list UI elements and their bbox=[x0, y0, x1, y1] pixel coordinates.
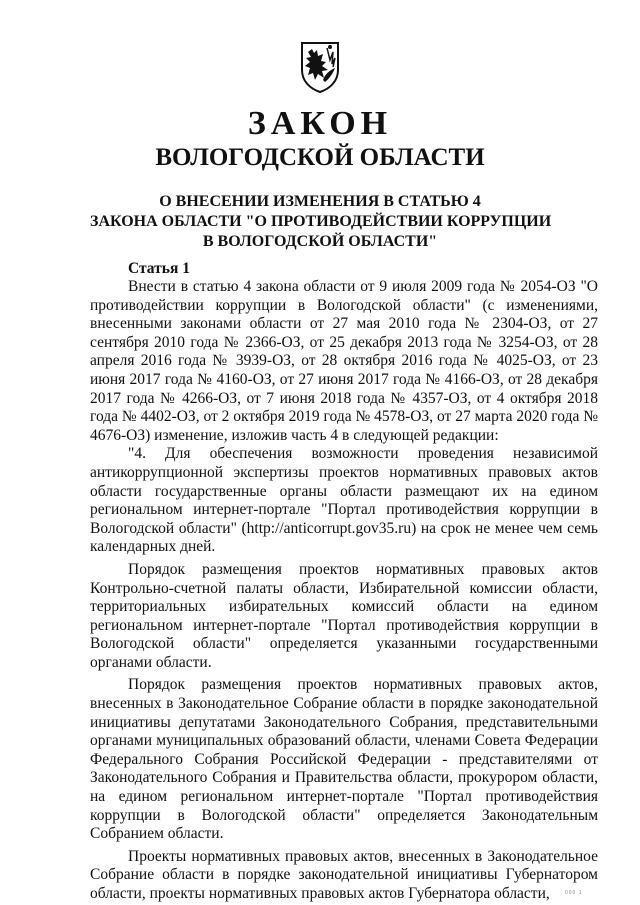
vologda-coat-of-arms-icon bbox=[299, 40, 341, 94]
article-paragraph: Порядок размещения проектов нормативных правовых актов, внесенных в Законодательное Собрание области в порядке законодательной инициативы депутатами Законодательного Собрания, представительными органами муниципальных образований области, членами Совета Федерации Федерального Собрания Российской Федерации - представителями от Законодательного Собрания и Правительства области, прокурором области, на едином региональном интернет-портале "Портал противодействия коррупции в Вологодской области" определяется Законодательным Собранием области. bbox=[90, 676, 598, 843]
article-paragraph: Проекты нормативных правовых актов, внесенных в Законодательное Собрание области в порядке законодательной инициативы Губернатором области, проекты нормативных правовых актов Губернатора области, bbox=[90, 847, 598, 902]
law-heading bbox=[90, 192, 550, 252]
article-body bbox=[90, 278, 598, 904]
article-paragraph: Внести в статью 4 закона области от 9 июля 2009 года № 2054-ОЗ "О противодействии коррупции в Вологодской области" (с изменениями, внесенными законами области от 27 мая 2010 года № 2304-ОЗ, от 27 сентября 2010 года № 2366-ОЗ, от 25 декабря 2013 года № 3254-ОЗ, от 28 апреля 2016 года № 3939-ОЗ, от 28 октября 2016 года № 4025-ОЗ, от 23 июня 2017 года № 4160-ОЗ, от 27 июня 2017 года № 4166-ОЗ, от 28 декабря 2017 года № 4266-ОЗ, от 7 июня 2018 года № 4357-ОЗ, от 4 октября 2018 года № 4402-ОЗ, от 2 октября 2019 года № 4578-ОЗ, от 27 марта 2020 года № 4676-ОЗ) изменение, изложив часть 4 в следующей редакции: bbox=[90, 278, 599, 444]
article-paragraph: "4. Для обеспечения возможности проведения независимой антикоррупционной экспертизы проектов нормативных правовых актов области государственные органы области размещают их на едином региональном интернет-портале "Портал противодействия коррупции в Вологодской области" (http://anticorrupt.gov35.ru) на срок не менее чем семь календарных дней. bbox=[90, 445, 598, 556]
law-heading-line: В ВОЛОГОДСКОЙ ОБЛАСТИ" bbox=[202, 233, 438, 250]
article-label: Статья 1 bbox=[128, 260, 190, 277]
law-title: ЗАКОН bbox=[247, 105, 393, 142]
law-heading-line: ЗАКОНА ОБЛАСТИ "О ПРОТИВОДЕЙСТВИИ КОРРУПЦИИ bbox=[90, 213, 552, 230]
page-footer-mark: 000 1 bbox=[565, 890, 583, 896]
law-heading-line: О ВНЕСЕНИИ ИЗМЕНЕНИЯ В СТАТЬЮ 4 bbox=[159, 193, 481, 210]
article-paragraph: Порядок размещения проектов нормативных правовых актов Контрольно-счетной палаты области, Избирательной комиссии области, территориальных избирательных комиссий области на едином региональном интернет-портале "Портал противодействия коррупции в Вологодской области" определяется указанными государственными органами области. bbox=[90, 560, 598, 671]
region-title: ВОЛОГОДСКОЙ ОБЛАСТИ bbox=[155, 144, 485, 171]
